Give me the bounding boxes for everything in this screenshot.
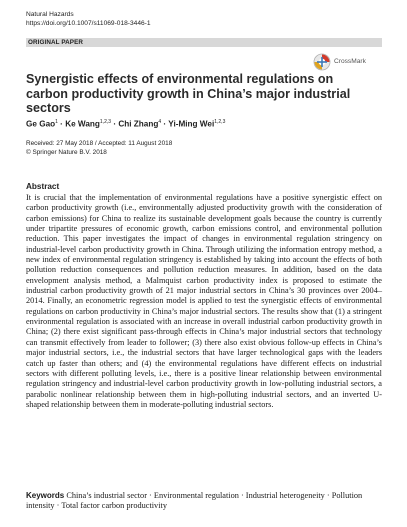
crossmark-label[interactable]: CrossMark (334, 58, 366, 65)
author-name[interactable]: Ge Gao (26, 119, 56, 129)
author-separator: · (111, 119, 119, 129)
author-separator: · (57, 119, 66, 129)
keywords-label: Keywords (26, 491, 65, 500)
author-name[interactable]: Yi-Ming Wei (168, 119, 215, 129)
author-list (26, 117, 376, 130)
author-name[interactable]: Ke Wang (65, 119, 100, 129)
received-dates: Received: 27 May 2018 / Accepted: 11 August 2018 (26, 140, 173, 147)
journal-name: Natural Hazards (26, 11, 74, 18)
author-affiliation: 1,2,3 (99, 119, 112, 125)
abstract-text: It is crucial that the implementation of environmental regulations have a positive synergistic effect on carbon productivity growth (i.e., environmentally adjusted productivity growth with the consideration of carbon emissions) for China to realize its sustainable development goals because the country is currently under tripartite pressures of economic growth, carbon emissions control, and environmental pollution reduction. This paper investigates the impact of changes in environmental regulation stringency on industrial-level carbon productivity growth in China. Through utilizing the information entropy method, a new index of environmental regulation stringency is established by taking into account the effects of both pollution reduction consequences and pollution reduction measures. In addition, based on the data envelopment analysis method, a Malmquist carbon productivity index is proposed to estimate the industrial carbon productivity growth of 21 major industrial sectors in China’s 30 provinces over 2004–2014. Finally, an econometric regression model is applied to test the synergistic effects of environmental regulations on carbon productivity in China’s major industrial sectors. The results show that (1) a stringent environmental regulation is associated with an increase in overall industrial carbon productivity growth in China; (2) there exist significant pass-through effects in China’s major industrial sectors that technology can transmit effectively from leader to follower; (3) there also exist obvious follow-up effects in China’s major industrial sectors, i.e., the industrial sectors that have larger technological gaps with the leaders catch up faster than others; and (4) the environmental regulations have different effects on industrial sectors with different polluting levels, i.e., there is a positive linear relationship between environmental regulation stringency and industrial-level carbon productivity growth in low-polluting industrial sectors, a parabolic nonlinear relationship between them in high-polluting industrial sectors, and an inverted U-shaped relationship between them in moderate-polluting industrial sectors. (26, 193, 382, 409)
author-affiliation: 1 (55, 119, 58, 125)
copyright-notice: © Springer Nature B.V. 2018 (26, 149, 107, 156)
keywords (26, 491, 382, 512)
author-separator: · (161, 119, 169, 129)
abstract-heading: Abstract (26, 182, 60, 191)
author-name[interactable]: Chi Zhang (118, 119, 159, 129)
doi-link[interactable]: https://doi.org/10.1007/s11069-018-3446-1 (26, 20, 151, 27)
keywords-text: China’s industrial sector · Environmental regulation · Industrial heterogeneity · Pollution intensity · Total factor carbon productivity (26, 491, 363, 511)
author-affiliation: 4 (158, 119, 162, 125)
article-title: Synergistic effects of environmental regulations on carbon productivity growth in China’s major industrial sectors (26, 72, 351, 115)
author-affiliation: 1,2,3 (214, 119, 226, 125)
section-label: ORIGINAL PAPER (28, 39, 84, 46)
